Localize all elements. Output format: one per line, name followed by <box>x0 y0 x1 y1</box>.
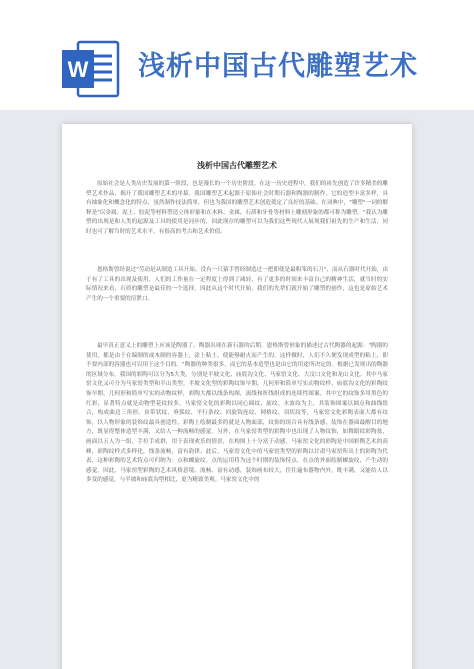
document-title: 浅析中国古代雕塑艺术 <box>197 161 277 170</box>
paragraph-3: 最早真正意义上的雕塑上应该是陶器了。陶器出现在新石器的后期。恩格斯曾形象的描述过古代陶器的起源："陶器的使用，都是由于在编制的或木制的容器上，涂上粘土，使能够耐火而产生的。这样做时，人们不久便发现成型的粘土，即不要内部的容器也可以用于这个目的。"陶器的种类很多，而它的基本造型也是由它的用途所决定的。根据已发现出的陶器的区域分布，我国的彩陶可以分为5大类，分别是半坡文化、庙底沟文化、马家窑文化、大汶口文化和龙山文化。其中马家窑文化又可分为马家窑类型和半山类型。半坡文化型的彩陶纹饰早期，几何形和简单写实动物纹样，庙底沟文化的彩陶纹饰早期，几何形和简单写实的动物纹样，彩陶大都以线条构图，流线和折线组成的连续性图案。其中它的纹饰多用黑色的红彩，显著特点就是动物型花纹较多。马家窑文化的彩陶以同心圆纹、旋纹、水波纹为主，其装饰图案以圆点和曲线组合，构成曲边三角形、齿带状纹、垂弧纹、平行条纹、回旋钩连纹、网格纹、羽状纹等，马家窑文化彩陶表面大都有纹饰，以人物形象的装饰纹最具创造性，彩陶上绘制最多的就是人物面部，纹饰的组合具有线条感，装饰在器面最醒目的地方，既显得整体造型丰满，又给人一种流畅的感觉。另外，在马家窑类型的彩陶中也出现了人物纹饰，如舞蹈纹彩陶盆，画面以五人为一组，手拉手成群，用于表现欢乐的情景，在构图上十分富于动感，马家窑文化的彩陶是中国彩陶艺术的高峰，彩陶纹样式多样化，线条流畅，富有韵律。此后，马家窑文化中的马家窑类型的彩陶以甘肃马家窑所出土的彩陶为代表，这种彩陶的艺术特点可归纳为：点和螺旋纹。点的运用将为这个时期的装饰特点，在点的外面绘制螺旋纹，产生动的感觉。因此，马家窑型彩陶的艺术风格意境、流畅、富有动感，装饰画布较大，往往遍布器物内外，既丰满，又能给人以多变的感觉，与半坡和庙底沟型相比，更为精致美观。马家窑文化中的 <box>86 343 388 484</box>
document-preview-area <box>0 110 474 669</box>
paragraph-2: 恩格斯曾经说过"劳动是从制造工具开始。没有一只猿手曾经制造过一把即使是最粗笨的石刀"，而从石器时代开始，由于有了工具的出现及使用，人们的工作量在一定程度上得到了减轻，有了更多的时间来丰富自己的精神生活，就当时的实际情况来看，石质的雕塑是最佳的一个选择，因此从这个时代开始，我们的先辈们就开始了雕塑的创作，这也是原始艺术产生的一个重要的渲泄口。 <box>86 267 388 302</box>
word-document-icon <box>60 38 122 100</box>
page-banner <box>0 0 474 110</box>
banner-title: 浅析中国古代雕塑艺术 <box>138 51 418 82</box>
paragraph-1: 原始社会是人类历史发展的第一阶段，也是漫长的一个历史阶段。在这一历史进程中，我们的祖先创造了许多精美的雕塑艺术作品，揭开了我国雕塑艺术的序幕。我国雕塑艺术起源于原始社会时期石器和陶器的制作，它的造型丰富多样，具有抽象化和概念化的特点，虽然制作技法简单，但也为我国的雕塑艺术创造奠定了良好的基础。在词典中，"雕塑"一词的解释是"以金属、泥土、胶泥等材料塑造立体形象和在木料、金属、石质和牙骨等材料上雕刻形象的都可称为雕塑。"我认为雕塑的出现是和人类的起源及工具的使用是同步的，因此现存的雕塑可以为我们这些现代人展现我们祖先的生产和生活，同时也可了解当时的艺术水平，有很高的考古和艺术价值。 <box>86 181 388 235</box>
document-page <box>62 124 412 669</box>
word-letter: W <box>67 57 89 82</box>
